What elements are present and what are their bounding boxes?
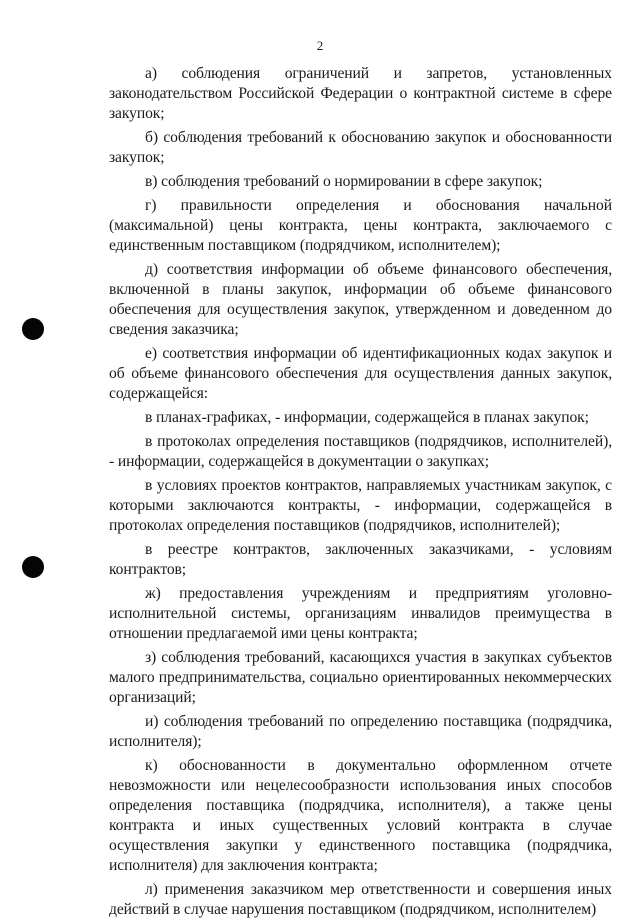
paragraph-l: л) применения заказчиком мер ответственности и совершения иных действий в случае нарушения поставщиком (подрядчиком, исполнителем) <box>109 881 612 918</box>
paragraph-zh: ж) предоставления учреждениям и предприятиям уголовно-исполнительной системы, организациям инвалидов преимущества в отношении предлагаемой ими цены контракта; <box>109 585 612 642</box>
paragraph-g: г) правильности определения и обоснования начальной (максимальной) цены контракта, цены контракта, заключаемого с единственным поставщиком (подрядчиком, исполнителем); <box>109 197 612 254</box>
paragraph-e: е) соответствия информации об идентификационных кодах закупок и об объеме финансового обеспечения для осуществления данных закупок, содержащейся: <box>109 345 612 402</box>
page-number: 2 <box>316 38 324 53</box>
paragraph-i: и) соблюдения требований по определению поставщика (подрядчика, исполнителя); <box>109 713 612 750</box>
punch-hole-top <box>22 318 44 340</box>
paragraph-z: з) соблюдения требований, касающихся участия в закупках субъектов малого предпринимательства, социально ориентированных некоммерческих организаций; <box>109 649 612 706</box>
paragraph-e-1: в планах-графиках, - информации, содержащейся в планах закупок; <box>145 409 589 426</box>
paragraph-e-4: в реестре контрактов, заключенных заказчиками, - условиям контрактов; <box>109 541 612 578</box>
paragraph-v: в) соблюдения требований о нормировании в сфере закупок; <box>145 173 543 190</box>
document-body <box>109 64 612 924</box>
paragraph-d: д) соответствия информации об объеме финансового обеспечения, включенной в планы закупок, информации об объеме финансового обеспечения для осуществления закупок, утвержденном и доведенном до сведения заказчика; <box>109 261 612 338</box>
paragraph-e-3: в условиях проектов контрактов, направляемых участникам закупок, с которыми заключаются контракты, - информации, содержащейся в протоколах определения поставщиков (подрядчиков, исполнителей); <box>109 477 612 534</box>
paragraph-b: б) соблюдения требований к обоснованию закупок и обоснованности закупок; <box>109 129 612 166</box>
paragraph-a: а) соблюдения ограничений и запретов, установленных законодательством Российской Федерации о контрактной системе в сфере закупок; <box>109 65 612 122</box>
punch-hole-bottom <box>22 556 44 578</box>
paragraph-k: к) обоснованности в документально оформленном отчете невозможности или нецелесообразности использования иных способов определения поставщика (подрядчика, исполнителя), а также цены контракта и иных существенных условий контракта в случае осуществления закупки у единственного поставщика (подрядчика, исполнителя) для заключения контракта; <box>109 757 612 874</box>
paragraph-e-2: в протоколах определения поставщиков (подрядчиков, исполнителей), - информации, содержащейся в документации о закупках; <box>109 433 612 470</box>
